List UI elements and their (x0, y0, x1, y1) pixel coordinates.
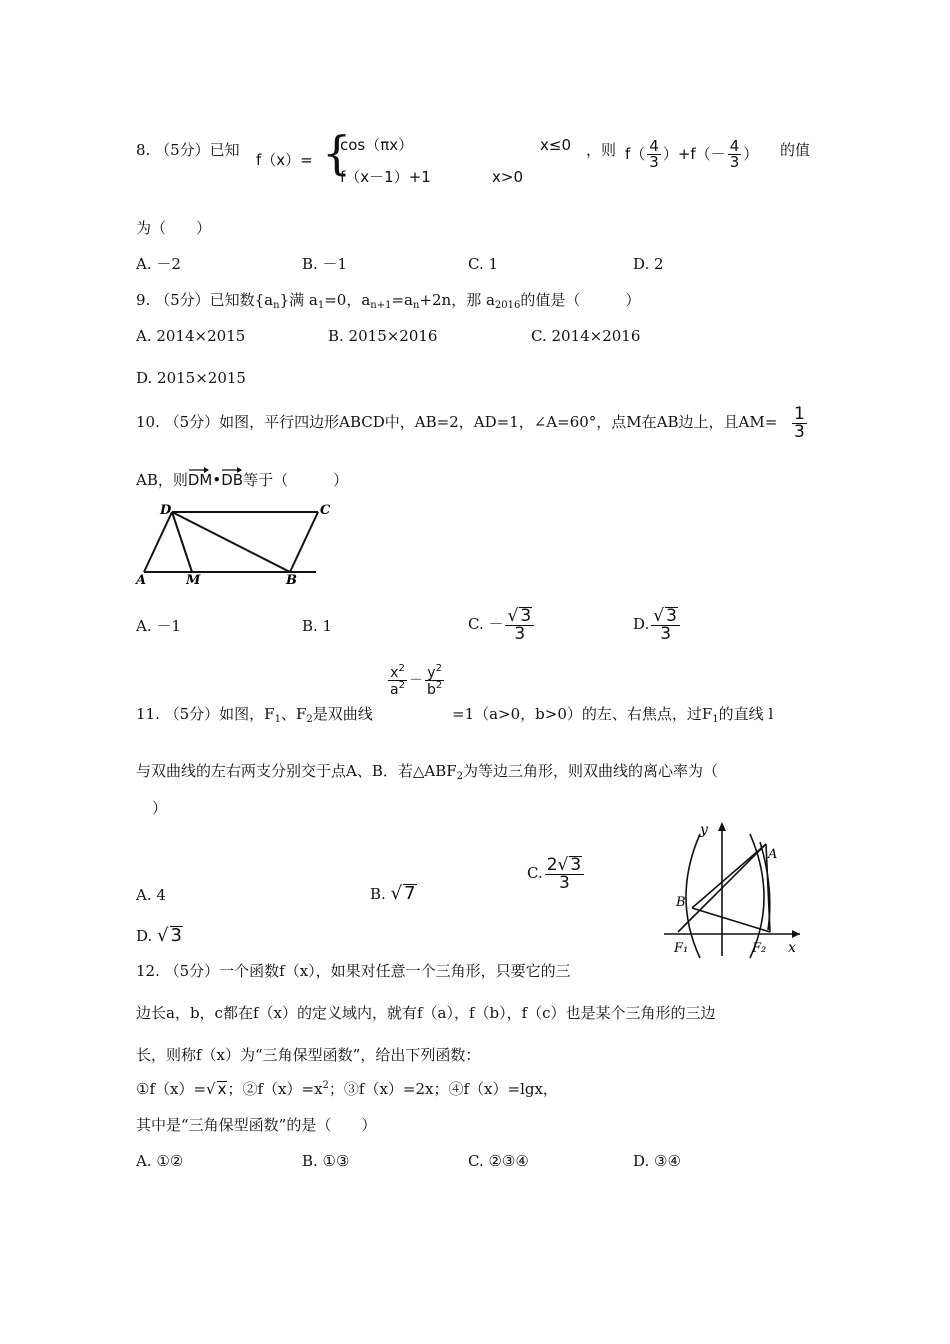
q11-option-d[interactable]: D. √ 3 (136, 925, 182, 946)
q8-brace: { (322, 126, 352, 180)
q12-line5: 其中是“三角保型函数”的是（ ） (136, 1116, 377, 1134)
q10-vector-db: DB (221, 473, 243, 488)
q12-line4: ①f（x）=√ x；$②f(x)=x^2$；③f（x）=2x；④f（x）=lgx， (136, 1080, 558, 1098)
q8-fx: f（x）= (256, 151, 313, 169)
q11-label-x: x (788, 940, 796, 956)
q11-line3: ） (152, 799, 168, 817)
q9-stem: 9. （5分）已知数$\{a_n\}$满 $a_1=0$，$a_{n+1}=a_n+2n$，那 $a_{2016}$的值是（ ） (136, 291, 641, 311)
q8-frac-1: $\frac{4}{3}$ (649, 137, 659, 171)
q11-label-a: A (768, 847, 778, 862)
q8-frac-2: $\frac{4}{3}$ (729, 137, 740, 171)
q8-option-d[interactable]: D. 2 (633, 255, 664, 273)
q12-line1: 12. （5分）一个函数f（x），如果对任意一个三角形，只要它的三 (136, 962, 571, 980)
q10-option-a[interactable]: A. －1 (136, 617, 181, 635)
q10-label-d: D (160, 503, 172, 518)
q10-parallelogram-figure (130, 500, 350, 590)
q10-vector-dm: DM (188, 473, 213, 488)
q11-hyperbola-figure (660, 818, 810, 960)
q8-then: ，则 (586, 141, 617, 159)
q8-mid: ）+f（－ (662, 145, 726, 163)
q11-option-a[interactable]: A. 4 (136, 886, 166, 904)
q11-stem-b: =1（a>0，b>0）的左、右焦点，过$F_1$的直线 l (452, 705, 774, 725)
q11-label-b: B (676, 895, 686, 910)
q10-option-d[interactable]: D. $\frac{√ 3}{3}$ (633, 607, 682, 643)
q8-case1-expr: cos（πx） (340, 136, 414, 154)
q10-stem: 10. （5分）如图，平行四边形ABCD中，AB=2，AD=1，∠A=60°，点M在AB边上，且AM= (136, 413, 778, 431)
q10-line2: AB，则 DM• DB等于（ ） (136, 473, 348, 488)
q10-label-m: M (186, 573, 201, 588)
q12-option-a[interactable]: A. ①② (136, 1152, 184, 1170)
q8-f-close: ） (743, 145, 759, 163)
q12-line3: 长，则称f（x）为“三角保型函数”，给出下列函数： (136, 1046, 481, 1064)
q11-hyperbola-equation: $\frac{x^2}{a^2}$ － $\frac{y^2}{b^2}$ (390, 663, 443, 698)
q8-case2-expr: f（x－1）+1 (340, 168, 431, 186)
q11-label-f2: F₂ (752, 941, 767, 956)
q10-frac: $\frac{1}{3}$ (794, 404, 805, 442)
q8-prefix: 8. （5分）已知 (136, 141, 240, 159)
q10-label-b: B (286, 573, 297, 588)
q12-option-b[interactable]: B. ①③ (302, 1152, 350, 1170)
q8-tail: 的值 (780, 141, 811, 159)
q9-option-a[interactable]: A. 2014×2015 (136, 327, 246, 345)
q10-label-c: C (320, 503, 331, 518)
q11-label-f1: F₁ (674, 941, 689, 956)
q11-option-b[interactable]: B. √ 7 (370, 883, 416, 904)
q8-option-a[interactable]: A. －2 (136, 255, 181, 273)
q11-line2: 与双曲线的左右两支分别交于点A、B．若$\triangle ABF_2$为等边三角形，则双曲线的离心率为（ (136, 762, 719, 782)
q8-case2-cond: x>0 (492, 168, 523, 186)
q12-option-d[interactable]: D. ③④ (633, 1152, 681, 1170)
q8-case1-cond: x≤0 (540, 136, 571, 154)
q8-option-b[interactable]: B. －1 (302, 255, 348, 273)
q11-stem-a: 11. （5分）如图，$F_1$、$F_2$是双曲线 (136, 705, 373, 725)
q8-f-open: f（ (625, 145, 646, 163)
q10-option-b[interactable]: B. 1 (302, 617, 333, 635)
q9-option-b[interactable]: B. 2015×2016 (328, 327, 438, 345)
q11-option-c[interactable]: C. $\frac{2√ 3}{3}$ (527, 856, 586, 892)
q10-option-c[interactable]: C. － $\frac{√ 3}{3}$ (468, 607, 536, 643)
q8-option-c[interactable]: C. 1 (468, 255, 499, 273)
q8-line2: 为（ ） (136, 219, 212, 237)
q12-line2: 边长a，b，c都在f（x）的定义域内，就有f（a），f（b），f（c）也是某个三角形的三边 (136, 1004, 716, 1022)
q8-expression (625, 139, 758, 170)
q10-label-a: A (136, 573, 147, 588)
q9-option-c[interactable]: C. 2014×2016 (531, 327, 641, 345)
q9-option-d[interactable]: D. 2015×2015 (136, 369, 246, 387)
q11-label-y: y (700, 822, 708, 838)
q12-option-c[interactable]: C. ②③④ (468, 1152, 529, 1170)
